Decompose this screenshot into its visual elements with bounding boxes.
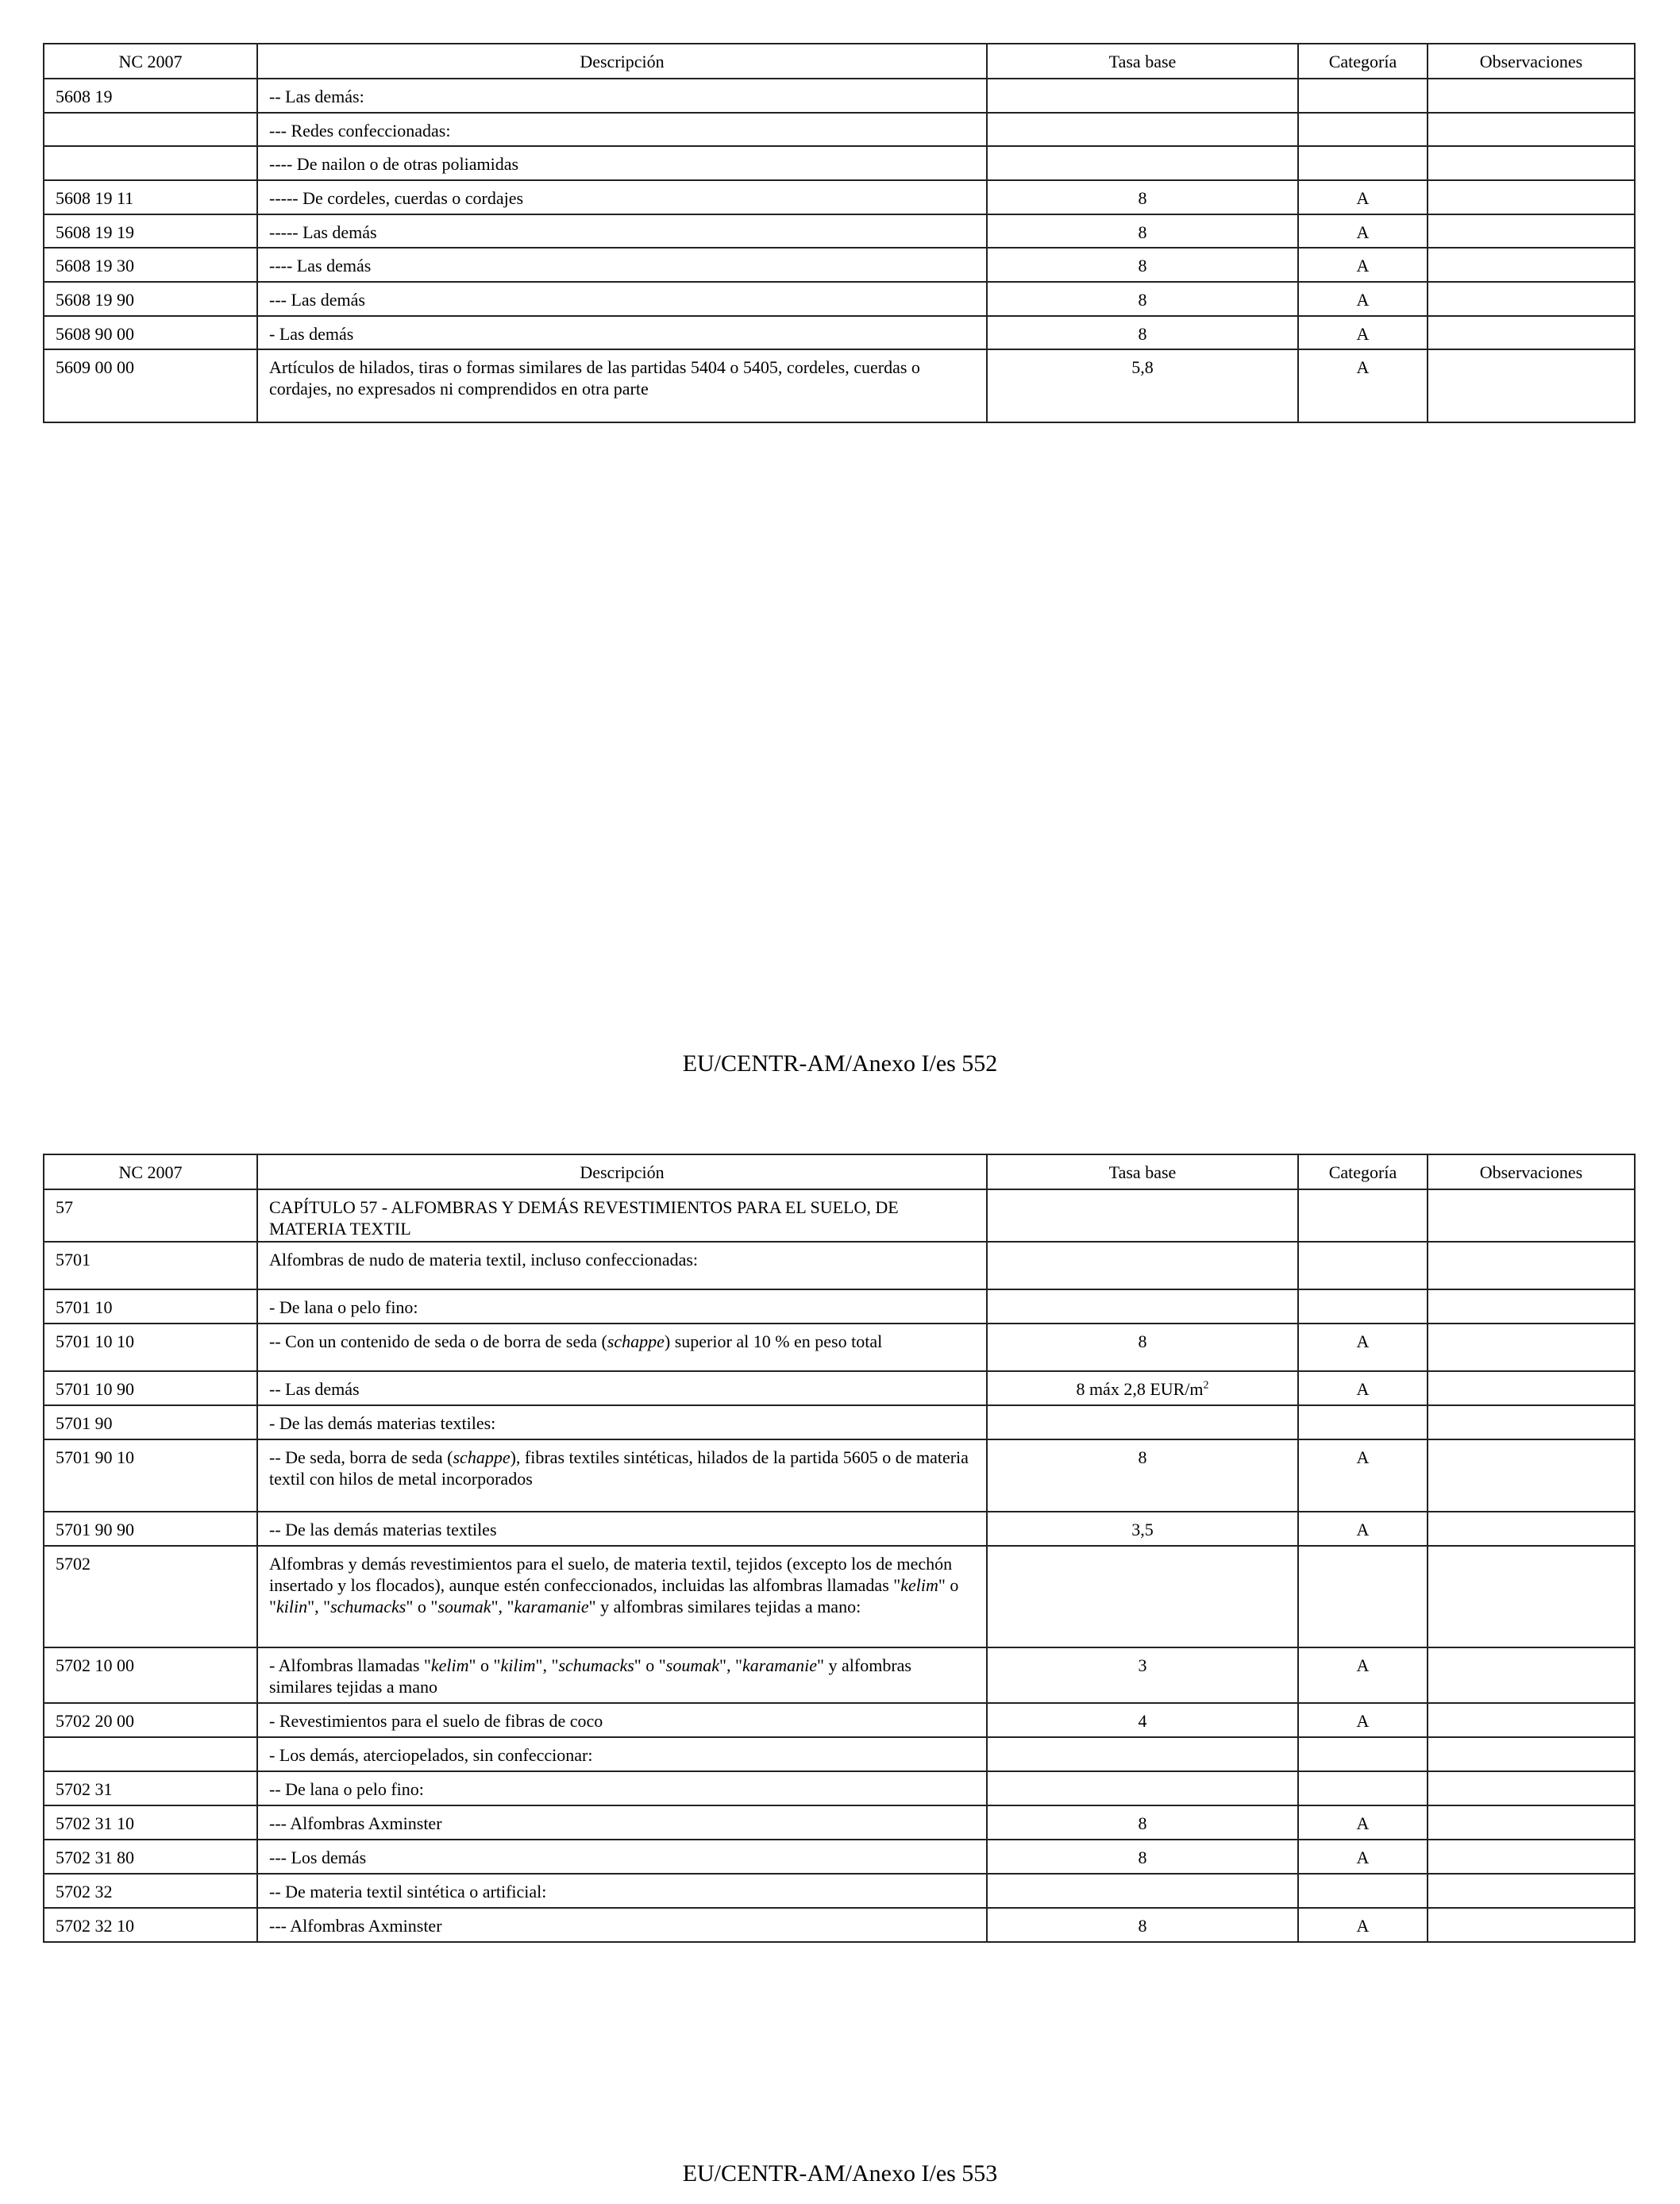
observations — [1428, 180, 1635, 214]
table-row — [44, 1371, 1635, 1405]
header-description: Descripción — [257, 44, 987, 79]
base-rate — [987, 79, 1298, 113]
base-rate: 8 — [987, 248, 1298, 282]
table-header-row — [44, 1154, 1635, 1189]
table-row — [44, 180, 1635, 214]
base-rate: 8 — [987, 282, 1298, 316]
base-rate: 8 — [987, 1805, 1298, 1840]
nc-code: 5702 10 00 — [44, 1647, 257, 1703]
observations — [1428, 1771, 1635, 1805]
base-rate: 8 — [987, 1439, 1298, 1512]
table-row — [44, 146, 1635, 180]
header-observations: Observaciones — [1428, 1154, 1635, 1189]
table-row — [44, 1874, 1635, 1908]
observations — [1428, 146, 1635, 180]
base-rate — [987, 1405, 1298, 1439]
description: ----- De cordeles, cuerdas o cordajes — [257, 180, 987, 214]
observations — [1428, 1189, 1635, 1242]
description: --- Los demás — [257, 1840, 987, 1874]
observations — [1428, 1840, 1635, 1874]
base-rate: 3,5 — [987, 1512, 1298, 1546]
base-rate: 8 — [987, 1840, 1298, 1874]
description: - Los demás, aterciopelados, sin confeccionar: — [257, 1737, 987, 1771]
description: --- Alfombras Axminster — [257, 1805, 987, 1840]
base-rate — [987, 1737, 1298, 1771]
category: A — [1298, 214, 1428, 248]
table-row — [44, 1737, 1635, 1771]
nc-code: 5608 19 90 — [44, 282, 257, 316]
description: - Las demás — [257, 316, 987, 349]
observations — [1428, 113, 1635, 146]
header-nc: NC 2007 — [44, 44, 257, 79]
observations — [1428, 214, 1635, 248]
observations — [1428, 1439, 1635, 1512]
table-header-row — [44, 44, 1635, 79]
observations — [1428, 1737, 1635, 1771]
nc-code — [44, 113, 257, 146]
description: -- Con un contenido de seda o de borra de seda (schappe) superior al 10 % en peso total — [257, 1324, 987, 1371]
category — [1298, 146, 1428, 180]
tariff-table-page-553 — [43, 1154, 1636, 1943]
observations — [1428, 282, 1635, 316]
nc-code: 5702 31 10 — [44, 1805, 257, 1840]
observations — [1428, 1289, 1635, 1324]
observations — [1428, 1512, 1635, 1546]
nc-code: 5701 10 — [44, 1289, 257, 1324]
description: -- Las demás: — [257, 79, 987, 113]
nc-code: 5702 — [44, 1546, 257, 1647]
table-row — [44, 1840, 1635, 1874]
base-rate: 3 — [987, 1647, 1298, 1703]
observations — [1428, 1371, 1635, 1405]
category — [1298, 1874, 1428, 1908]
category: A — [1298, 1805, 1428, 1840]
table-row — [44, 316, 1635, 349]
nc-code: 5702 20 00 — [44, 1703, 257, 1737]
table-row — [44, 282, 1635, 316]
observations — [1428, 349, 1635, 422]
observations — [1428, 1908, 1635, 1942]
table-row — [44, 214, 1635, 248]
category: A — [1298, 316, 1428, 349]
header-base-rate: Tasa base — [987, 1154, 1298, 1189]
description: Alfombras y demás revestimientos para el suelo, de materia textil, tejidos (excepto los de mechón insertado y los flocados), aunque estén confeccionados, incluidas las alfombras llamadas "kelim" o "kilin", "schumacks" o "soumak", "karamanie" y alfombras similares tejidas a mano: — [257, 1546, 987, 1647]
base-rate: 8 — [987, 214, 1298, 248]
category: A — [1298, 1703, 1428, 1737]
nc-code: 5701 90 10 — [44, 1439, 257, 1512]
base-rate — [987, 146, 1298, 180]
category: A — [1298, 1324, 1428, 1371]
table-row — [44, 1242, 1635, 1289]
table-row — [44, 1512, 1635, 1546]
base-rate: 8 — [987, 1908, 1298, 1942]
nc-code: 5701 10 90 — [44, 1371, 257, 1405]
base-rate: 8 máx 2,8 EUR/$m^2$ — [987, 1371, 1298, 1405]
description: -- Las demás — [257, 1371, 987, 1405]
nc-code: 5701 90 90 — [44, 1512, 257, 1546]
category: A — [1298, 1371, 1428, 1405]
observations — [1428, 1405, 1635, 1439]
description: ---- De nailon o de otras poliamidas — [257, 146, 987, 180]
category — [1298, 79, 1428, 113]
category — [1298, 1737, 1428, 1771]
table-row — [44, 1324, 1635, 1371]
nc-code — [44, 1737, 257, 1771]
observations — [1428, 79, 1635, 113]
header-description: Descripción — [257, 1154, 987, 1189]
header-observations: Observaciones — [1428, 44, 1635, 79]
observations — [1428, 1324, 1635, 1371]
category — [1298, 1189, 1428, 1242]
base-rate: 5,8 — [987, 349, 1298, 422]
base-rate — [987, 1874, 1298, 1908]
base-rate: 8 — [987, 1324, 1298, 1371]
nc-code: 5608 19 19 — [44, 214, 257, 248]
category: A — [1298, 1647, 1428, 1703]
table-row — [44, 1405, 1635, 1439]
description: - De las demás materias textiles: — [257, 1405, 987, 1439]
observations — [1428, 1546, 1635, 1647]
description: ----- Las demás — [257, 214, 987, 248]
base-rate — [987, 1189, 1298, 1242]
nc-code: 5608 19 11 — [44, 180, 257, 214]
description: -- De seda, borra de seda (schappe), fibras textiles sintéticas, hilados de la partida 5605 o de materia textil con hilos de metal incorporados — [257, 1439, 987, 1512]
table-row — [44, 1647, 1635, 1703]
base-rate — [987, 1771, 1298, 1805]
category: A — [1298, 1512, 1428, 1546]
category: A — [1298, 1908, 1428, 1942]
base-rate — [987, 1289, 1298, 1324]
description: - De lana o pelo fino: — [257, 1289, 987, 1324]
nc-code: 5702 32 10 — [44, 1908, 257, 1942]
table-row — [44, 1189, 1635, 1242]
description: - Revestimientos para el suelo de fibras de coco — [257, 1703, 987, 1737]
description: ---- Las demás — [257, 248, 987, 282]
description: - Alfombras llamadas "kelim" o "kilim", "schumacks" o "soumak", "karamanie" y alfombras similares tejidas a mano — [257, 1647, 987, 1703]
header-category: Categoría — [1298, 1154, 1428, 1189]
table-row — [44, 1546, 1635, 1647]
category: A — [1298, 180, 1428, 214]
nc-code: 5701 90 — [44, 1405, 257, 1439]
category — [1298, 1289, 1428, 1324]
base-rate — [987, 1546, 1298, 1647]
nc-code — [44, 146, 257, 180]
tariff-table-page-552 — [43, 43, 1636, 423]
table-row — [44, 349, 1635, 422]
category: A — [1298, 1439, 1428, 1512]
table-row — [44, 1805, 1635, 1840]
base-rate: 8 — [987, 180, 1298, 214]
category: A — [1298, 349, 1428, 422]
description: --- Redes confeccionadas: — [257, 113, 987, 146]
observations — [1428, 248, 1635, 282]
category: A — [1298, 282, 1428, 316]
nc-code: 5608 19 30 — [44, 248, 257, 282]
table-row — [44, 1289, 1635, 1324]
header-nc: NC 2007 — [44, 1154, 257, 1189]
page-footer-552: EU/CENTR-AM/Anexo I/es 552 — [682, 1050, 998, 1077]
base-rate — [987, 1242, 1298, 1289]
description: CAPÍTULO 57 - ALFOMBRAS Y DEMÁS REVESTIMIENTOS PARA EL SUELO, DE MATERIA TEXTIL — [257, 1189, 987, 1242]
description: Artículos de hilados, tiras o formas similares de las partidas 5404 o 5405, cordeles, cuerdas o cordajes, no expresados ni comprendidos en otra parte — [257, 349, 987, 422]
nc-code: 5608 90 00 — [44, 316, 257, 349]
observations — [1428, 1805, 1635, 1840]
category — [1298, 1546, 1428, 1647]
table-row — [44, 248, 1635, 282]
description: Alfombras de nudo de materia textil, incluso confeccionadas: — [257, 1242, 987, 1289]
base-rate: 8 — [987, 316, 1298, 349]
description: -- De las demás materias textiles — [257, 1512, 987, 1546]
observations — [1428, 316, 1635, 349]
observations — [1428, 1647, 1635, 1703]
nc-code: 5701 — [44, 1242, 257, 1289]
table-row — [44, 79, 1635, 113]
category — [1298, 113, 1428, 146]
category — [1298, 1405, 1428, 1439]
observations — [1428, 1242, 1635, 1289]
nc-code: 5609 00 00 — [44, 349, 257, 422]
nc-code: 5702 32 — [44, 1874, 257, 1908]
header-category: Categoría — [1298, 44, 1428, 79]
table-row — [44, 1439, 1635, 1512]
observations — [1428, 1874, 1635, 1908]
header-base-rate: Tasa base — [987, 44, 1298, 79]
nc-code: 5702 31 80 — [44, 1840, 257, 1874]
nc-code: 5608 19 — [44, 79, 257, 113]
table-row — [44, 113, 1635, 146]
nc-code: 57 — [44, 1189, 257, 1242]
category — [1298, 1771, 1428, 1805]
category — [1298, 1242, 1428, 1289]
nc-code: 5702 31 — [44, 1771, 257, 1805]
category: A — [1298, 1840, 1428, 1874]
page-footer-553: EU/CENTR-AM/Anexo I/es 553 — [682, 2160, 998, 2187]
table-row — [44, 1771, 1635, 1805]
nc-code: 5701 10 10 — [44, 1324, 257, 1371]
table-row — [44, 1908, 1635, 1942]
description: --- Alfombras Axminster — [257, 1908, 987, 1942]
base-rate — [987, 113, 1298, 146]
base-rate: 4 — [987, 1703, 1298, 1737]
category: A — [1298, 248, 1428, 282]
observations — [1428, 1703, 1635, 1737]
table-row — [44, 1703, 1635, 1737]
description: -- De materia textil sintética o artificial: — [257, 1874, 987, 1908]
description: -- De lana o pelo fino: — [257, 1771, 987, 1805]
description: --- Las demás — [257, 282, 987, 316]
